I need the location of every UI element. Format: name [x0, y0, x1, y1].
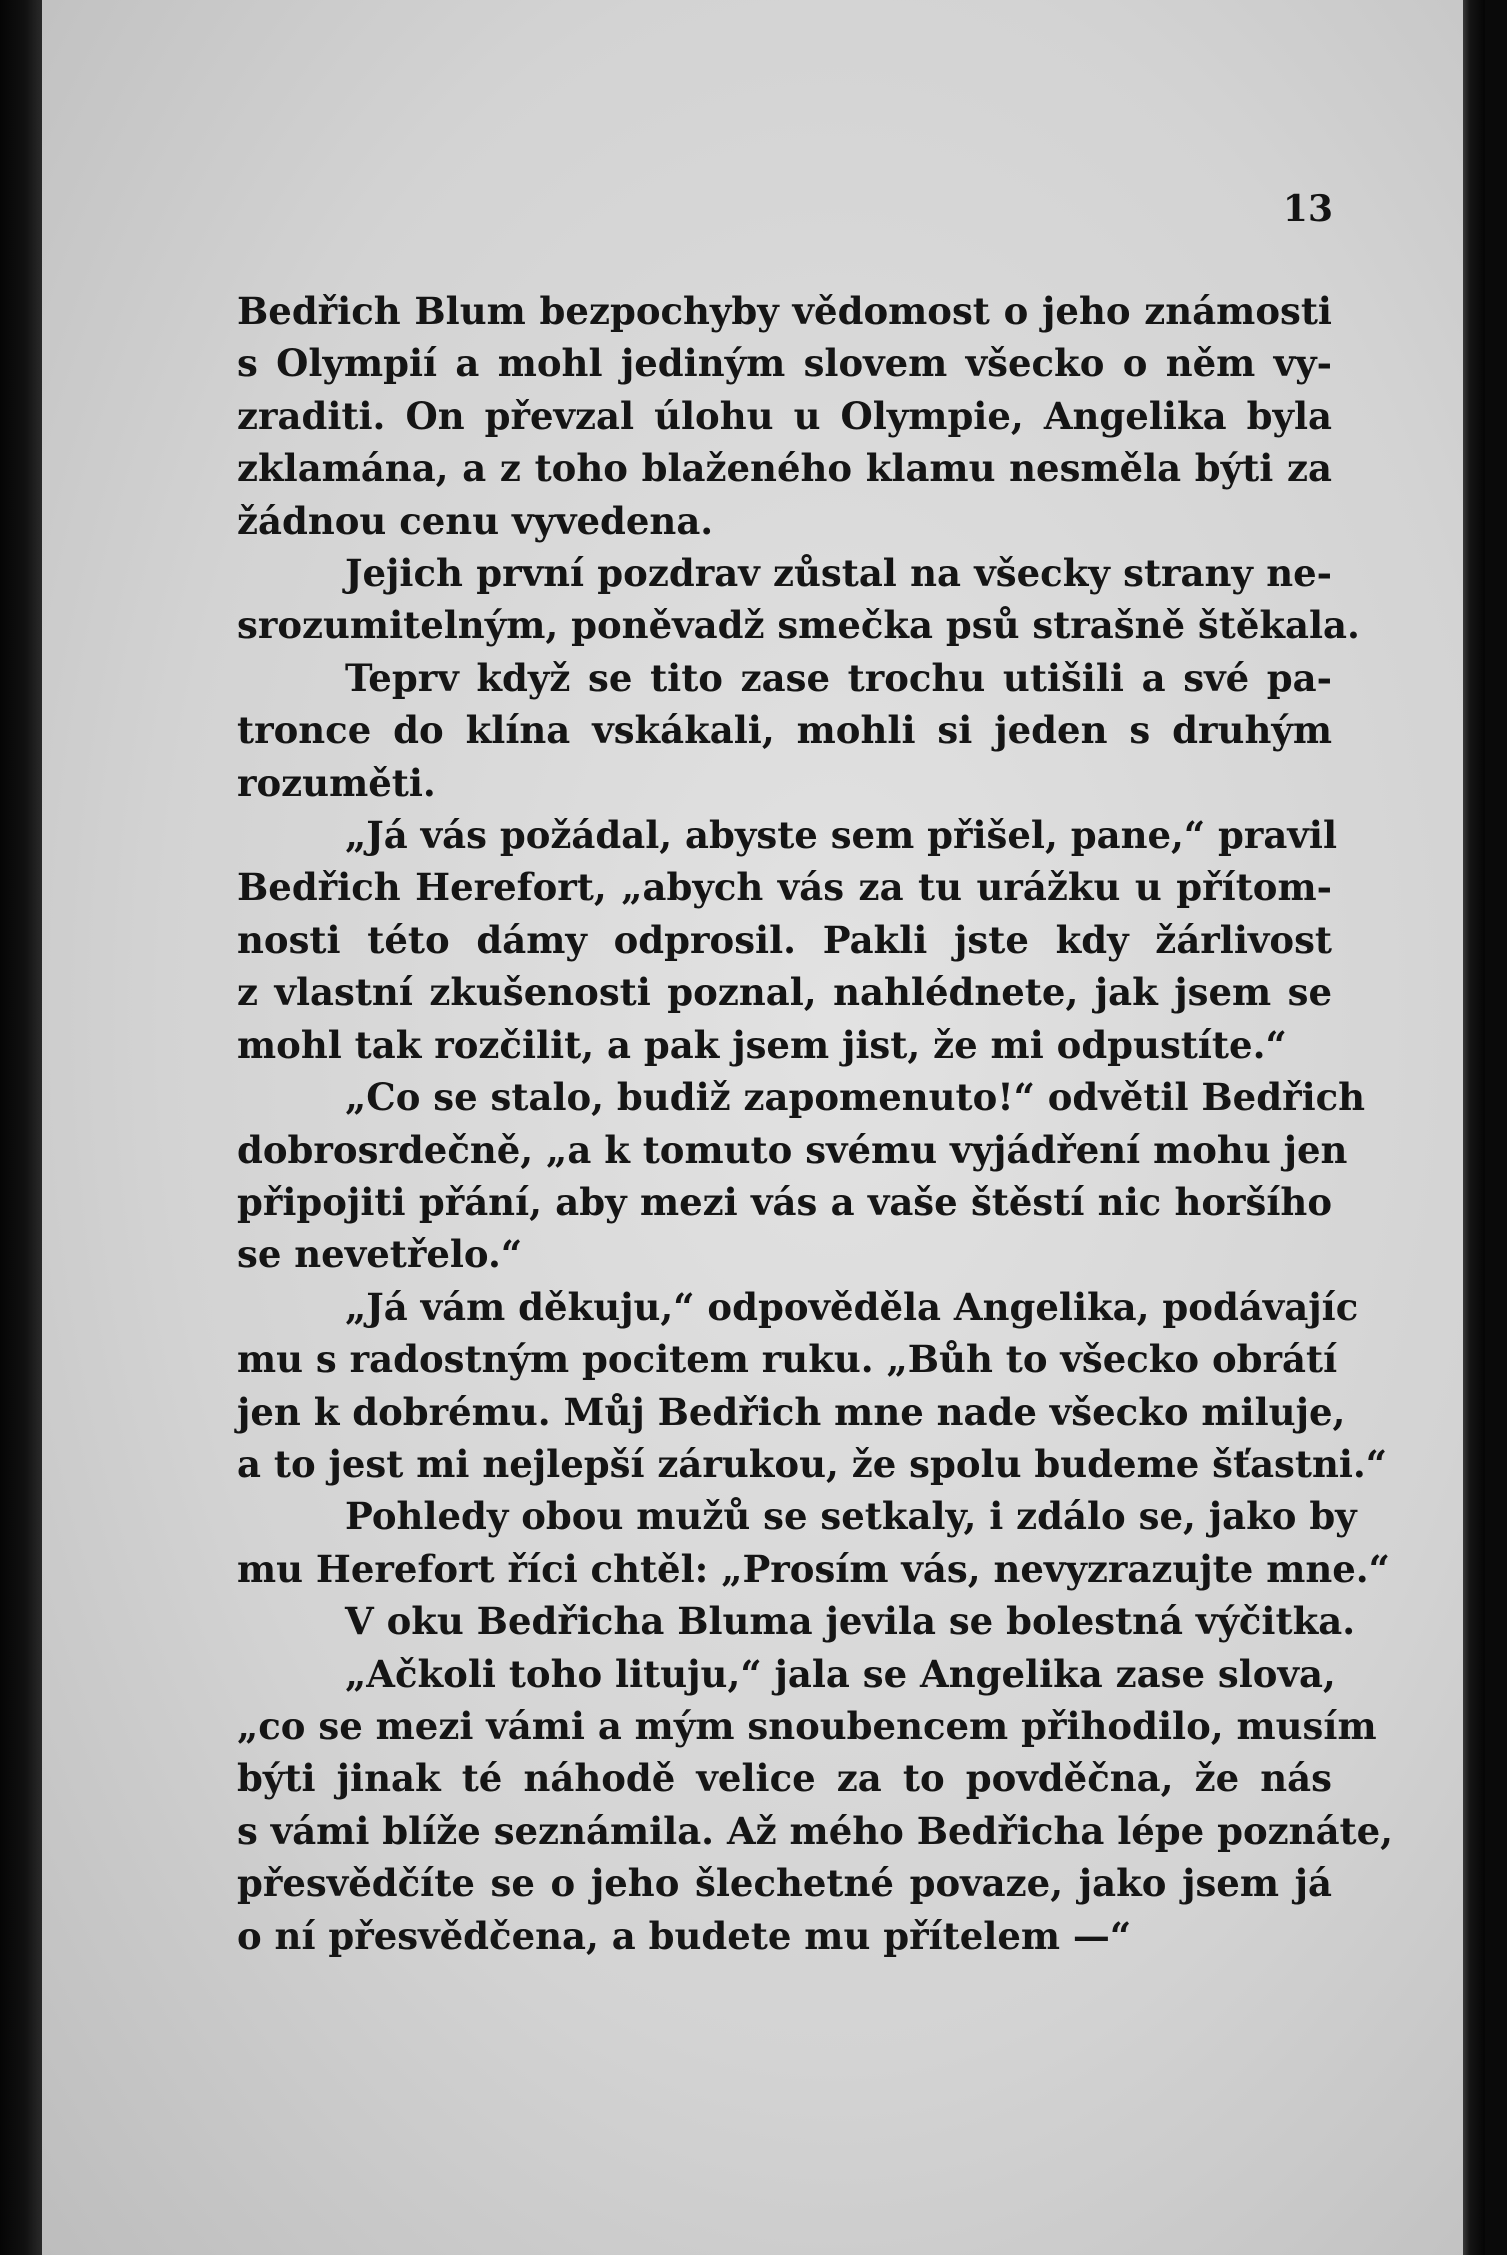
- text-line: a to jest mi nejlepší zárukou, že spolu budeme šťastni.“: [237, 1441, 1388, 1486]
- text-line: zklamána, a z toho blaženého klamu nesměla býti za: [237, 446, 1332, 491]
- text-line: z vlastní zkušenosti poznal, nahlédnete, jak jsem se: [237, 970, 1332, 1015]
- text-line: s Olympií a mohl jediným slovem všecko o něm vy-: [237, 341, 1332, 386]
- text-line: jen k dobrému. Můj Bedřich mne nade všecko miluje,: [237, 1389, 1346, 1434]
- text-line: rozuměti.: [237, 760, 436, 805]
- text-line: o ní přesvědčena, a budete mu přítelem —“: [237, 1913, 1132, 1958]
- text-line: se nevetřelo.“: [237, 1232, 523, 1277]
- text-line: Bedřich Blum bezpochyby vědomost o jeho známosti: [237, 289, 1332, 333]
- right-page-shadow: [1463, 0, 1485, 2255]
- text-line: tronce do klína vskákali, mohli si jeden s druhým: [237, 708, 1332, 753]
- text-line: dobrosrdečně, „a k tomuto svému vyjádření mohu jen: [237, 1127, 1348, 1172]
- body-text: [237, 285, 1394, 1962]
- text-line: Bedřich Herefort, „abych vás za tu urážku u přítom-: [237, 865, 1332, 910]
- text-line: „Co se stalo, budiž zapomenuto!“ odvětil Bedřich: [345, 1075, 1366, 1120]
- text-line: „Ačkoli toho lituju,“ jala se Angelika zase slova,: [345, 1651, 1336, 1696]
- text-line: V oku Bedřicha Bluma jevila se bolestná výčitka.: [345, 1599, 1356, 1644]
- text-line: „Já vám děkuju,“ odpověděla Angelika, podávajíc: [345, 1284, 1359, 1329]
- text-line: Teprv když se tito zase trochu utišili a své pa-: [345, 655, 1332, 700]
- book-page: [42, 0, 1485, 2255]
- left-page-shadow: [0, 0, 42, 2255]
- text-line: „Já vás požádal, abyste sem přišel, pane,“ pravil: [345, 813, 1338, 858]
- text-line: nosti této dámy odprosil. Pakli jste kdy žárlivost: [237, 917, 1332, 962]
- text-line: „co se mezi vámi a mým snoubencem přihodilo, musím: [237, 1703, 1377, 1748]
- text-line: přesvědčíte se o jeho šlechetné povaze, jako jsem já: [237, 1861, 1332, 1906]
- text-line: mu Herefort říci chtěl: „Prosím vás, nevyzrazujte mne.“: [237, 1546, 1390, 1591]
- text-line: srozumitelným, poněvadž smečka psů strašně štěkala.: [237, 603, 1360, 648]
- text-line: Pohledy obou mužů se setkaly, i zdálo se, jako by: [345, 1494, 1357, 1539]
- text-line: žádnou cenu vyvedena.: [237, 498, 714, 543]
- text-line: zraditi. On převzal úlohu u Olympie, Angelika byla: [237, 393, 1332, 438]
- page-number: 13: [1282, 188, 1333, 230]
- text-line: Jejich první pozdrav zůstal na všecky strany ne-: [345, 551, 1332, 596]
- text-line: s vámi blíže seznámila. Až mého Bedřicha lépe poznáte,: [237, 1808, 1394, 1853]
- text-line: připojiti přání, aby mezi vás a vaše štěstí nic horšího: [237, 1179, 1332, 1224]
- text-line: mohl tak rozčilit, a pak jsem jist, že mi odpustíte.“: [237, 1022, 1287, 1067]
- text-line: mu s radostným pocitem ruku. „Bůh to všecko obrátí: [237, 1337, 1338, 1382]
- text-line: býti jinak té náhodě velice za to povděčna, že nás: [237, 1756, 1332, 1801]
